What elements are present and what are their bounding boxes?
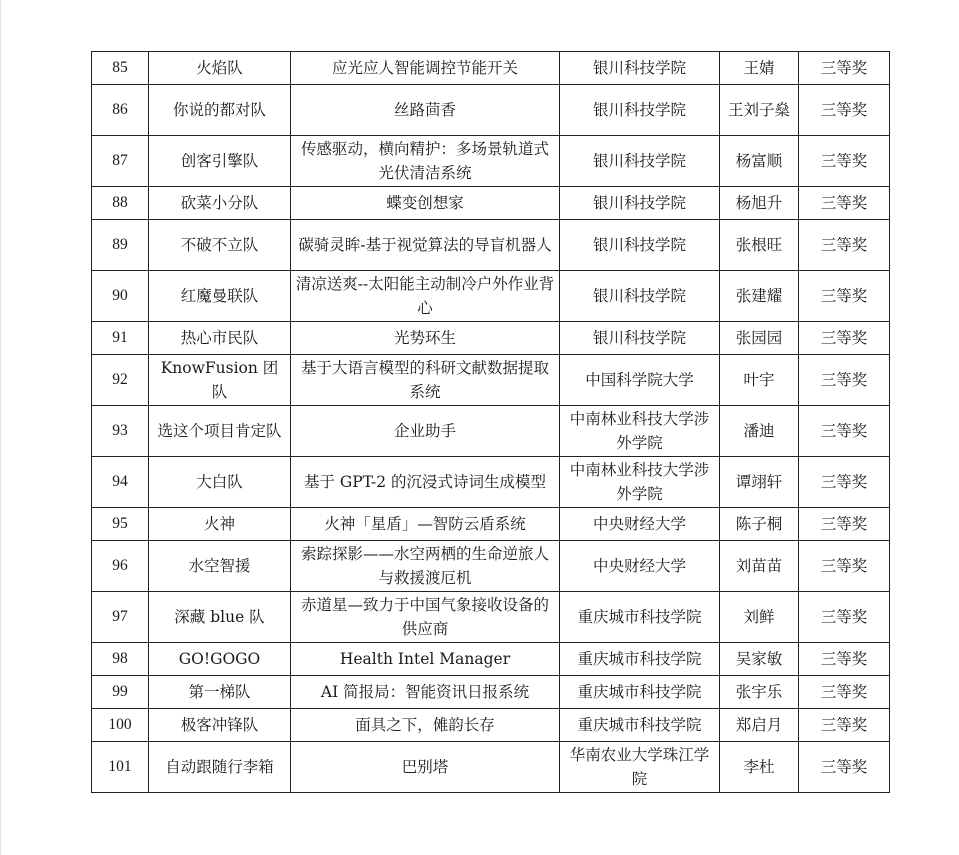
award-level-cell: 三等奖 [799, 592, 890, 643]
award-level-cell: 三等奖 [799, 85, 890, 136]
row-number-cell: 89 [92, 220, 149, 271]
row-number-cell: 91 [92, 322, 149, 355]
row-number-cell: 100 [92, 709, 149, 742]
award-level-cell: 三等奖 [799, 508, 890, 541]
school-cell: 银川科技学院 [560, 322, 720, 355]
team-name-cell: 不破不立队 [149, 220, 291, 271]
team-name-cell: 火神 [149, 508, 291, 541]
contact-person-cell: 张建耀 [720, 271, 799, 322]
project-name-cell: 企业助手 [291, 406, 560, 457]
table-row [92, 136, 890, 187]
row-number-cell: 101 [92, 742, 149, 793]
school-cell: 重庆城市科技学院 [560, 643, 720, 676]
project-name-cell: 巴别塔 [291, 742, 560, 793]
contact-person-cell: 张园园 [720, 322, 799, 355]
table-row [92, 676, 890, 709]
project-name-cell: AI 简报局：智能资讯日报系统 [291, 676, 560, 709]
team-name-cell: 创客引擎队 [149, 136, 291, 187]
contact-person-cell: 王刘子燊 [720, 85, 799, 136]
contact-person-cell: 李杜 [720, 742, 799, 793]
award-level-cell: 三等奖 [799, 355, 890, 406]
project-name-cell: 碳骑灵眸-基于视觉算法的导盲机器人 [291, 220, 560, 271]
table-row [92, 508, 890, 541]
row-number-cell: 93 [92, 406, 149, 457]
team-name-cell: 第一梯队 [149, 676, 291, 709]
team-name-cell: 红魔曼联队 [149, 271, 291, 322]
contact-person-cell: 刘苗苗 [720, 541, 799, 592]
table-row [92, 220, 890, 271]
team-name-cell: 自动跟随行李箱 [149, 742, 291, 793]
table-row [92, 406, 890, 457]
team-name-cell: 热心市民队 [149, 322, 291, 355]
award-level-cell: 三等奖 [799, 643, 890, 676]
project-name-cell: 基于大语言模型的科研文献数据提取系统 [291, 355, 560, 406]
contact-person-cell: 谭翊轩 [720, 457, 799, 508]
team-name-cell: GO!GOGO [149, 643, 291, 676]
table-row [92, 187, 890, 220]
contact-person-cell: 张根旺 [720, 220, 799, 271]
row-number-cell: 85 [92, 52, 149, 85]
team-name-cell: 你说的都对队 [149, 85, 291, 136]
awards-table [91, 51, 890, 793]
table-row [92, 52, 890, 85]
contact-person-cell: 吴家敏 [720, 643, 799, 676]
project-name-cell: 索踪探影——水空两栖的生命逆旅人与救援渡厄机 [291, 541, 560, 592]
contact-person-cell: 王婧 [720, 52, 799, 85]
team-name-cell: 深藏 blue 队 [149, 592, 291, 643]
award-level-cell: 三等奖 [799, 406, 890, 457]
contact-person-cell: 刘鲜 [720, 592, 799, 643]
award-level-cell: 三等奖 [799, 271, 890, 322]
contact-person-cell: 杨旭升 [720, 187, 799, 220]
table-row [92, 271, 890, 322]
contact-person-cell: 郑启月 [720, 709, 799, 742]
row-number-cell: 95 [92, 508, 149, 541]
project-name-cell: 光势环生 [291, 322, 560, 355]
table-row [92, 643, 890, 676]
project-name-cell: 基于 GPT-2 的沉浸式诗词生成模型 [291, 457, 560, 508]
table-row [92, 355, 890, 406]
award-level-cell: 三等奖 [799, 220, 890, 271]
project-name-cell: 清凉送爽--太阳能主动制冷户外作业背心 [291, 271, 560, 322]
contact-person-cell: 张宇乐 [720, 676, 799, 709]
school-cell: 银川科技学院 [560, 85, 720, 136]
project-name-cell: Health Intel Manager [291, 643, 560, 676]
table-row [92, 709, 890, 742]
team-name-cell: 大白队 [149, 457, 291, 508]
award-level-cell: 三等奖 [799, 742, 890, 793]
awards-table-body [92, 52, 890, 793]
team-name-cell: 选这个项目肯定队 [149, 406, 291, 457]
school-cell: 银川科技学院 [560, 136, 720, 187]
row-number-cell: 98 [92, 643, 149, 676]
award-level-cell: 三等奖 [799, 541, 890, 592]
award-level-cell: 三等奖 [799, 457, 890, 508]
school-cell: 中南林业科技大学涉外学院 [560, 406, 720, 457]
team-name-cell: 砍菜小分队 [149, 187, 291, 220]
project-name-cell: 面具之下，傩韵长存 [291, 709, 560, 742]
row-number-cell: 87 [92, 136, 149, 187]
contact-person-cell: 潘迪 [720, 406, 799, 457]
project-name-cell: 赤道星—致力于中国气象接收设备的供应商 [291, 592, 560, 643]
award-level-cell: 三等奖 [799, 187, 890, 220]
school-cell: 重庆城市科技学院 [560, 592, 720, 643]
award-level-cell: 三等奖 [799, 322, 890, 355]
team-name-cell: 极客冲锋队 [149, 709, 291, 742]
team-name-cell: 水空智援 [149, 541, 291, 592]
contact-person-cell: 叶宇 [720, 355, 799, 406]
school-cell: 重庆城市科技学院 [560, 709, 720, 742]
school-cell: 中央财经大学 [560, 541, 720, 592]
table-row [92, 541, 890, 592]
project-name-cell: 火神「星盾」—智防云盾系统 [291, 508, 560, 541]
school-cell: 华南农业大学珠江学院 [560, 742, 720, 793]
row-number-cell: 92 [92, 355, 149, 406]
award-level-cell: 三等奖 [799, 52, 890, 85]
table-row [92, 85, 890, 136]
table-row [92, 457, 890, 508]
school-cell: 银川科技学院 [560, 52, 720, 85]
school-cell: 中央财经大学 [560, 508, 720, 541]
row-number-cell: 94 [92, 457, 149, 508]
school-cell: 重庆城市科技学院 [560, 676, 720, 709]
school-cell: 银川科技学院 [560, 220, 720, 271]
team-name-cell: KnowFusion 团队 [149, 355, 291, 406]
table-row [92, 322, 890, 355]
school-cell: 中国科学院大学 [560, 355, 720, 406]
row-number-cell: 88 [92, 187, 149, 220]
row-number-cell: 90 [92, 271, 149, 322]
school-cell: 银川科技学院 [560, 271, 720, 322]
school-cell: 中南林业科技大学涉外学院 [560, 457, 720, 508]
award-level-cell: 三等奖 [799, 709, 890, 742]
table-row [92, 742, 890, 793]
table-row [92, 592, 890, 643]
contact-person-cell: 杨富顺 [720, 136, 799, 187]
award-level-cell: 三等奖 [799, 676, 890, 709]
row-number-cell: 97 [92, 592, 149, 643]
team-name-cell: 火焰队 [149, 52, 291, 85]
school-cell: 银川科技学院 [560, 187, 720, 220]
row-number-cell: 86 [92, 85, 149, 136]
row-number-cell: 96 [92, 541, 149, 592]
award-level-cell: 三等奖 [799, 136, 890, 187]
row-number-cell: 99 [92, 676, 149, 709]
contact-person-cell: 陈子桐 [720, 508, 799, 541]
project-name-cell: 传感驱动，横向精护：多场景轨道式光伏清洁系统 [291, 136, 560, 187]
project-name-cell: 蝶变创想家 [291, 187, 560, 220]
project-name-cell: 应光应人智能调控节能开关 [291, 52, 560, 85]
project-name-cell: 丝路茴香 [291, 85, 560, 136]
